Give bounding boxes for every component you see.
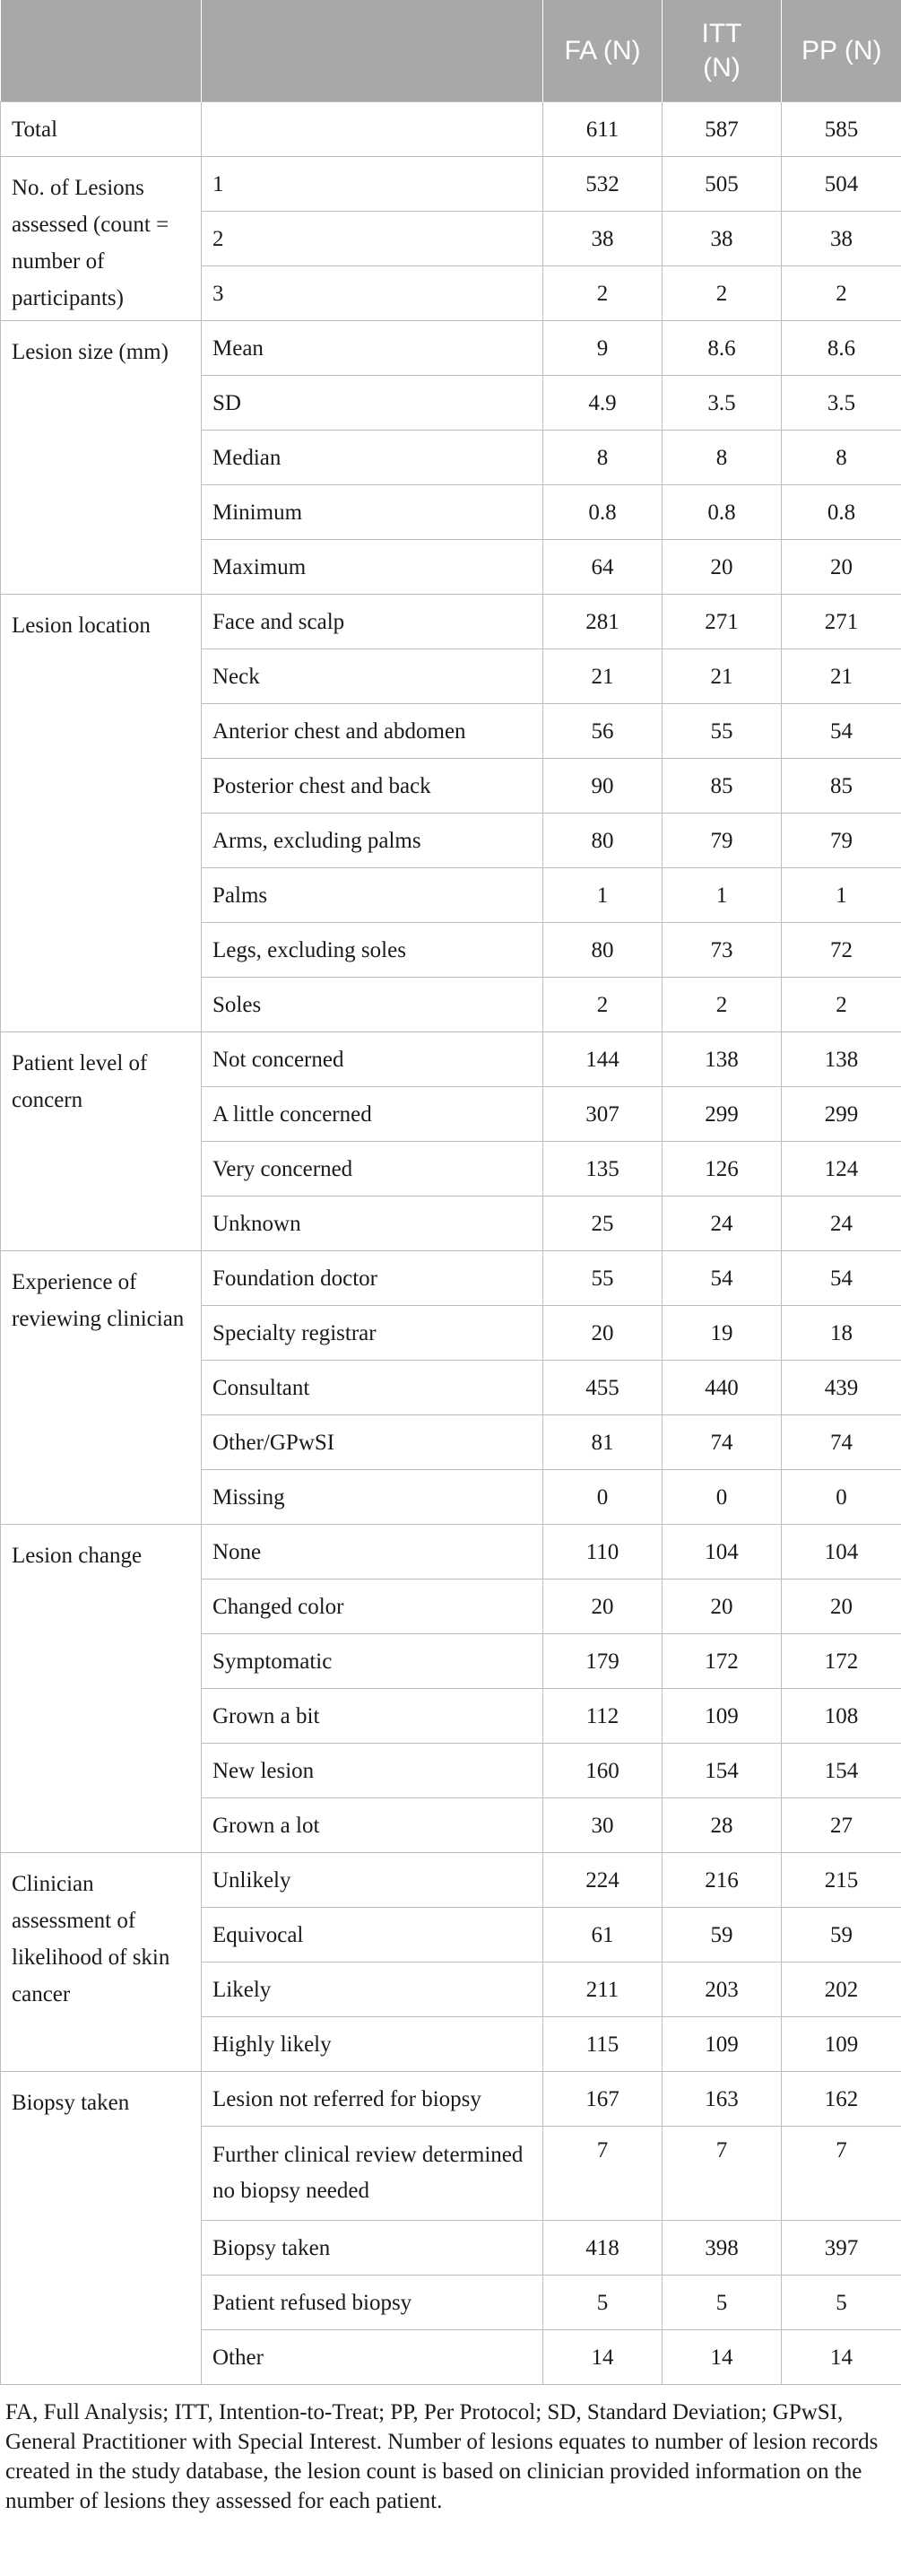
cell-fa: 25 <box>543 1197 663 1251</box>
row-label: Other/GPwSI <box>202 1415 543 1470</box>
cell-pp: 8.6 <box>782 321 901 376</box>
cell-fa: 115 <box>543 2017 663 2072</box>
cell-pp: 202 <box>782 1962 901 2017</box>
cell-fa: 224 <box>543 1853 663 1908</box>
cell-itt: 79 <box>663 814 782 868</box>
cell-pp: 38 <box>782 212 901 266</box>
cell-pp: 54 <box>782 704 901 759</box>
row-label: Biopsy taken <box>202 2221 543 2276</box>
table-row <box>1 157 901 212</box>
table-row <box>1 1525 901 1580</box>
row-label: Equivocal <box>202 1908 543 1962</box>
cell-itt: 74 <box>663 1415 782 1470</box>
cell-fa: 56 <box>543 704 663 759</box>
row-label: Minimum <box>202 485 543 540</box>
cell-pp: 124 <box>782 1142 901 1197</box>
row-label: Symptomatic <box>202 1634 543 1689</box>
cell-itt: 55 <box>663 704 782 759</box>
cell-pp: 104 <box>782 1525 901 1580</box>
row-label: Not concerned <box>202 1032 543 1087</box>
cell-fa: 5 <box>543 2276 663 2330</box>
cell-fa: 167 <box>543 2072 663 2127</box>
cell-fa: 532 <box>543 157 663 212</box>
row-label: Very concerned <box>202 1142 543 1197</box>
total-label: Total <box>1 102 202 157</box>
cell-pp: 439 <box>782 1361 901 1415</box>
cell-pp: 108 <box>782 1689 901 1744</box>
table-row <box>1 1251 901 1306</box>
cell-itt: 0 <box>663 1470 782 1525</box>
cell-pp: 79 <box>782 814 901 868</box>
cell-fa: 0.8 <box>543 485 663 540</box>
cell-itt: 163 <box>663 2072 782 2127</box>
table-row <box>1 595 901 649</box>
row-label: Missing <box>202 1470 543 1525</box>
row-label: Unknown <box>202 1197 543 1251</box>
cell-fa: 9 <box>543 321 663 376</box>
row-label: Palms <box>202 868 543 923</box>
cell-fa: 38 <box>543 212 663 266</box>
cell-itt: 73 <box>663 923 782 978</box>
total-fa: 611 <box>543 102 663 157</box>
cell-itt: 21 <box>663 649 782 704</box>
cell-pp: 20 <box>782 540 901 595</box>
cell-fa: 135 <box>543 1142 663 1197</box>
cell-fa: 160 <box>543 1744 663 1798</box>
cell-pp: 397 <box>782 2221 901 2276</box>
cell-pp: 72 <box>782 923 901 978</box>
cell-fa: 61 <box>543 1908 663 1962</box>
cell-itt: 138 <box>663 1032 782 1087</box>
row-label: Grown a lot <box>202 1798 543 1853</box>
cell-pp: 3.5 <box>782 376 901 431</box>
header-cell-fa: FA (N) <box>543 0 663 102</box>
cell-itt: 2 <box>663 978 782 1032</box>
header-cell-itt: ITT (N) <box>663 0 782 102</box>
cell-fa: 2 <box>543 266 663 321</box>
cell-fa: 80 <box>543 814 663 868</box>
cell-pp: 18 <box>782 1306 901 1361</box>
cell-fa: 0 <box>543 1470 663 1525</box>
cell-itt: 85 <box>663 759 782 814</box>
cell-pp: 27 <box>782 1798 901 1853</box>
cell-fa: 14 <box>543 2330 663 2385</box>
cell-itt: 154 <box>663 1744 782 1798</box>
row-label: Maximum <box>202 540 543 595</box>
cell-itt: 3.5 <box>663 376 782 431</box>
row-label: Face and scalp <box>202 595 543 649</box>
cell-itt: 20 <box>663 540 782 595</box>
table-row <box>1 321 901 376</box>
cell-fa: 179 <box>543 1634 663 1689</box>
cell-pp: 0 <box>782 1470 901 1525</box>
cell-fa: 144 <box>543 1032 663 1087</box>
row-label: Foundation doctor <box>202 1251 543 1306</box>
cell-fa: 455 <box>543 1361 663 1415</box>
cell-itt: 59 <box>663 1908 782 1962</box>
group-label: No. of Lesions assessed (count = number of participants) <box>1 157 202 321</box>
cell-pp: 162 <box>782 2072 901 2127</box>
group-label: Clinician assessment of likelihood of skin cancer <box>1 1853 202 2072</box>
cell-fa: 8 <box>543 431 663 485</box>
cell-itt: 54 <box>663 1251 782 1306</box>
header-cell-group <box>1 0 202 102</box>
cell-pp: 54 <box>782 1251 901 1306</box>
cell-pp: 109 <box>782 2017 901 2072</box>
cell-pp: 271 <box>782 595 901 649</box>
row-label: 2 <box>202 212 543 266</box>
cell-itt: 7 <box>663 2127 782 2221</box>
cell-fa: 20 <box>543 1306 663 1361</box>
table-row <box>1 1853 901 1908</box>
row-label: New lesion <box>202 1744 543 1798</box>
cell-itt: 126 <box>663 1142 782 1197</box>
cell-pp: 20 <box>782 1580 901 1634</box>
total-blank <box>202 102 543 157</box>
header-cell-pp: PP (N) <box>782 0 901 102</box>
cell-itt: 109 <box>663 1689 782 1744</box>
cell-fa: 90 <box>543 759 663 814</box>
row-label: Highly likely <box>202 2017 543 2072</box>
row-label: Anterior chest and abdomen <box>202 704 543 759</box>
row-label: Mean <box>202 321 543 376</box>
cell-fa: 110 <box>543 1525 663 1580</box>
total-pp: 585 <box>782 102 901 157</box>
cell-itt: 172 <box>663 1634 782 1689</box>
table-row <box>1 2072 901 2127</box>
cell-itt: 14 <box>663 2330 782 2385</box>
group-label: Lesion location <box>1 595 202 1032</box>
table-footnote: FA, Full Analysis; ITT, Intention-to-Treat; PP, Per Protocol; SD, Standard Deviation; GPwSI, General Practitioner with Special Interest. Number of lesions equates to number of lesion records created in the study database, the lesion count is based on clinician provided information on the number of lesions they assessed for each patient. <box>5 2400 879 2513</box>
row-label: Lesion not referred for biopsy <box>202 2072 543 2127</box>
cell-pp: 8 <box>782 431 901 485</box>
cell-itt: 0.8 <box>663 485 782 540</box>
cell-pp: 299 <box>782 1087 901 1142</box>
cell-itt: 2 <box>663 266 782 321</box>
row-label: Arms, excluding palms <box>202 814 543 868</box>
cell-itt: 216 <box>663 1853 782 1908</box>
cell-fa: 20 <box>543 1580 663 1634</box>
cell-fa: 7 <box>543 2127 663 2221</box>
group-label: Lesion size (mm) <box>1 321 202 595</box>
cell-itt: 8.6 <box>663 321 782 376</box>
cell-pp: 215 <box>782 1853 901 1908</box>
cell-pp: 0.8 <box>782 485 901 540</box>
cell-pp: 14 <box>782 2330 901 2385</box>
cell-pp: 2 <box>782 978 901 1032</box>
cell-pp: 154 <box>782 1744 901 1798</box>
header-cell-category <box>202 0 543 102</box>
cell-fa: 307 <box>543 1087 663 1142</box>
cell-itt: 505 <box>663 157 782 212</box>
cell-fa: 211 <box>543 1962 663 2017</box>
cell-fa: 30 <box>543 1798 663 1853</box>
row-label: 3 <box>202 266 543 321</box>
cell-pp: 59 <box>782 1908 901 1962</box>
row-label: Median <box>202 431 543 485</box>
row-label: None <box>202 1525 543 1580</box>
cell-pp: 1 <box>782 868 901 923</box>
cell-pp: 24 <box>782 1197 901 1251</box>
row-label: A little concerned <box>202 1087 543 1142</box>
cell-pp: 504 <box>782 157 901 212</box>
cell-itt: 38 <box>663 212 782 266</box>
group-label: Biopsy taken <box>1 2072 202 2385</box>
cell-pp: 172 <box>782 1634 901 1689</box>
row-label: Other <box>202 2330 543 2385</box>
cell-pp: 85 <box>782 759 901 814</box>
cell-fa: 64 <box>543 540 663 595</box>
group-label: Patient level of concern <box>1 1032 202 1251</box>
row-label: Changed color <box>202 1580 543 1634</box>
row-label: Unlikely <box>202 1853 543 1908</box>
cell-itt: 398 <box>663 2221 782 2276</box>
cell-itt: 104 <box>663 1525 782 1580</box>
cell-fa: 418 <box>543 2221 663 2276</box>
header-row <box>1 0 901 102</box>
table-body <box>1 102 901 2385</box>
cell-itt: 24 <box>663 1197 782 1251</box>
row-label: 1 <box>202 157 543 212</box>
cell-fa: 2 <box>543 978 663 1032</box>
row-label: Consultant <box>202 1361 543 1415</box>
row-label: Grown a bit <box>202 1689 543 1744</box>
cell-itt: 19 <box>663 1306 782 1361</box>
cell-itt: 271 <box>663 595 782 649</box>
cell-itt: 299 <box>663 1087 782 1142</box>
cell-pp: 5 <box>782 2276 901 2330</box>
cell-itt: 8 <box>663 431 782 485</box>
table-row-total <box>1 102 901 157</box>
cell-fa: 81 <box>543 1415 663 1470</box>
cell-fa: 21 <box>543 649 663 704</box>
row-label: Patient refused biopsy <box>202 2276 543 2330</box>
row-label: Further clinical review determined no biopsy needed <box>202 2127 543 2221</box>
row-label: Likely <box>202 1962 543 2017</box>
cell-pp: 7 <box>782 2127 901 2221</box>
table-row <box>1 1032 901 1087</box>
cell-itt: 440 <box>663 1361 782 1415</box>
cell-fa: 4.9 <box>543 376 663 431</box>
cell-fa: 55 <box>543 1251 663 1306</box>
cell-fa: 1 <box>543 868 663 923</box>
cell-fa: 281 <box>543 595 663 649</box>
row-label: Posterior chest and back <box>202 759 543 814</box>
cell-pp: 138 <box>782 1032 901 1087</box>
cell-pp: 2 <box>782 266 901 321</box>
cell-itt: 1 <box>663 868 782 923</box>
cell-fa: 112 <box>543 1689 663 1744</box>
group-label: Experience of reviewing clinician <box>1 1251 202 1525</box>
row-label: Legs, excluding soles <box>202 923 543 978</box>
cell-itt: 109 <box>663 2017 782 2072</box>
total-itt: 587 <box>663 102 782 157</box>
cell-itt: 20 <box>663 1580 782 1634</box>
cell-pp: 21 <box>782 649 901 704</box>
cell-itt: 28 <box>663 1798 782 1853</box>
cell-itt: 5 <box>663 2276 782 2330</box>
cell-fa: 80 <box>543 923 663 978</box>
cell-itt: 203 <box>663 1962 782 2017</box>
row-label: Specialty registrar <box>202 1306 543 1361</box>
group-label: Lesion change <box>1 1525 202 1853</box>
row-label: SD <box>202 376 543 431</box>
row-label: Neck <box>202 649 543 704</box>
row-label: Soles <box>202 978 543 1032</box>
cell-pp: 74 <box>782 1415 901 1470</box>
